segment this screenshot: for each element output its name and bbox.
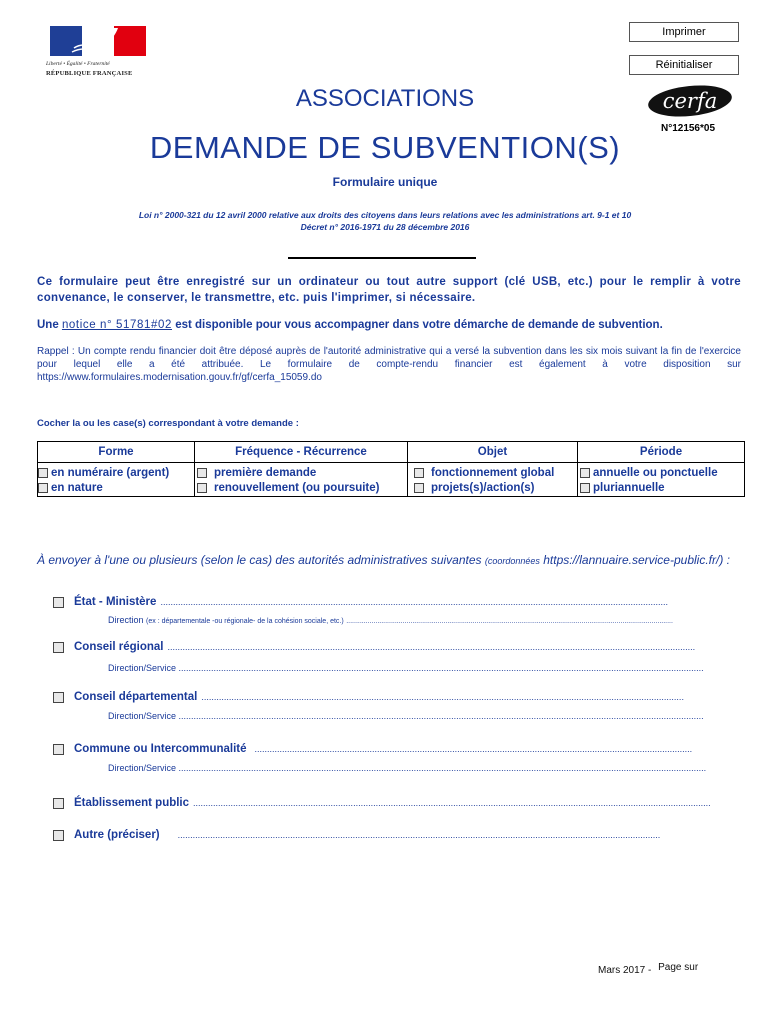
authority-label: Conseil départemental — [74, 691, 198, 703]
fill-line[interactable]: ................................................................................................................................................................................................. — [201, 692, 684, 702]
checkbox-autre[interactable] — [53, 830, 64, 841]
fill-line[interactable]: ................................................................................................................................................................................................................... — [178, 763, 707, 773]
cerfa-logo-text: cerfa — [662, 89, 718, 113]
sub-departement — [108, 711, 708, 721]
footer-date: Mars 2017 - — [598, 965, 652, 976]
authority-label: État - Ministère — [74, 596, 157, 608]
option-label: renouvellement (ou poursuite) — [214, 481, 380, 494]
fill-line[interactable]: .................................................................................................................................................................................................................. — [178, 663, 704, 673]
option-label: première demande — [214, 466, 317, 479]
header-forme: Forme — [38, 442, 195, 463]
checkbox-renouvellement[interactable] — [197, 483, 207, 493]
option-label: en numéraire (argent) — [51, 466, 170, 479]
cerfa-logo — [646, 84, 734, 118]
option-label: projets(s)/action(s) — [431, 481, 535, 494]
page-subtitle: Formulaire unique — [332, 175, 438, 189]
request-instruction: Cocher la ou les case(s) correspondant à votre demande : — [37, 418, 299, 429]
logo-motto: Liberté • Égalité • Fraternité — [46, 61, 110, 67]
rappel-paragraph: Rappel : Un compte rendu financier doit être déposé auprès de l'autorité administrative qui a versé la subvention dans les six mois suivant la fin de l'exercice pour lequel elle a été attribuée. Le formulaire de compte-rendu financier est également à votre disposition sur https://www.formulaires.modernisation.gouv.fr/gf/cerfa_15059.do — [37, 346, 741, 383]
option-nature — [38, 480, 194, 495]
send-main: À envoyer à l'une ou plusieurs (selon le cas) des autorités administratives suivantes — [37, 553, 482, 567]
authority-etat — [53, 596, 725, 608]
decree-reference: Décret n° 2016-1971 du 28 décembre 2016 — [300, 222, 470, 232]
notice-link[interactable]: notice n° 51781#02 — [61, 319, 172, 331]
option-renouvellement — [195, 480, 407, 495]
option-pluriannuelle — [578, 480, 744, 495]
law-reference: Loi n° 2000-321 du 12 avril 2000 relative aux droits des citoyens dans leurs relations avec les administrations art. 9-1 et 10 — [138, 210, 632, 220]
periode-cell — [578, 463, 745, 497]
page-footer — [598, 962, 699, 976]
republique-francaise-logo — [42, 24, 148, 84]
objet-cell — [408, 463, 578, 497]
print-button[interactable]: Imprimer — [629, 22, 739, 42]
authority-region — [53, 641, 725, 653]
checkbox-etablissement-public[interactable] — [53, 798, 64, 809]
fill-line[interactable]: ............................................................................................................................................................................................................... — [193, 798, 711, 808]
option-numeraire — [38, 465, 194, 480]
send-to-text — [37, 553, 737, 569]
annuaire-link[interactable]: https://lannuaire.service-public.fr/ — [543, 553, 720, 567]
fill-line[interactable]: ................................................................................................................................................................................................................... — [167, 642, 696, 652]
request-type-table — [37, 441, 745, 497]
fill-line[interactable]: ........................................................................................................................................................................ — [346, 618, 673, 625]
fill-line[interactable]: ................................................................................................................................................................................................. — [177, 830, 661, 840]
sub-note: (ex : départementale -ou régionale- de la cohésion sociale, etc.) — [146, 618, 344, 625]
option-label: pluriannuelle — [593, 481, 665, 494]
option-projets — [408, 480, 577, 495]
header-periode: Période — [578, 442, 745, 463]
sub-label: Direction/Service — [108, 711, 177, 721]
checkbox-nature[interactable] — [38, 483, 48, 493]
notice-line — [37, 319, 747, 331]
authority-label: Commune ou Intercommunalité — [74, 743, 247, 755]
authority-label: Établissement public — [74, 797, 190, 809]
fill-line[interactable]: ............................................................................................................................................................................... — [254, 744, 693, 754]
authority-etablissement — [53, 797, 725, 809]
checkbox-annuelle[interactable] — [580, 468, 590, 478]
category-heading: ASSOCIATIONS — [295, 85, 475, 112]
frequence-cell — [195, 463, 408, 497]
checkbox-conseil-regional[interactable] — [53, 642, 64, 653]
checkbox-projets[interactable] — [414, 483, 424, 493]
intro-paragraph: Ce formulaire peut être enregistré sur un ordinateur ou tout autre support (clé USB, etc.) pour le remplir à votre convenance, le conserver, le transmettre, etc. puis l'imprimer, si nécessaire. — [37, 276, 741, 304]
authority-autre — [53, 829, 725, 841]
forme-cell — [38, 463, 195, 497]
divider — [288, 257, 476, 259]
option-fonctionnement — [408, 465, 577, 480]
option-premiere — [195, 465, 407, 480]
logo-name: RÉPUBLIQUE FRANÇAISE — [46, 70, 133, 77]
fill-line[interactable]: ........................................................................................................................................................................................................... — [160, 597, 669, 607]
authority-departement — [53, 691, 725, 703]
checkbox-conseil-departemental[interactable] — [53, 692, 64, 703]
sub-region — [108, 663, 708, 673]
sub-label: Direction/Service — [108, 763, 177, 773]
reset-button[interactable]: Réinitialiser — [629, 55, 739, 75]
footer-page: Page sur — [658, 962, 699, 973]
sub-etat — [108, 615, 708, 625]
header-frequence: Fréquence - Récurrence — [195, 442, 408, 463]
fill-line[interactable]: .................................................................................................................................................................................................................. — [178, 711, 704, 721]
send-end: ) : — [719, 553, 731, 567]
authority-label: Conseil régional — [74, 641, 164, 653]
sub-label: Direction — [108, 615, 144, 625]
option-annuelle — [578, 465, 744, 480]
authority-label: Autre (préciser) — [74, 829, 160, 841]
page-title: DEMANDE DE SUBVENTION(S) — [149, 130, 621, 165]
sub-label: Direction/Service — [108, 663, 177, 673]
notice-prefix: Une — [37, 319, 59, 331]
sub-commune — [108, 763, 710, 773]
option-label: fonctionnement global — [431, 466, 555, 479]
authority-commune — [53, 743, 725, 755]
checkbox-pluriannuelle[interactable] — [580, 483, 590, 493]
option-label: en nature — [51, 481, 103, 494]
option-label: annuelle ou ponctuelle — [593, 466, 718, 479]
cerfa-number: N°12156*05 — [660, 123, 716, 134]
header-objet: Objet — [408, 442, 578, 463]
checkbox-commune[interactable] — [53, 744, 64, 755]
send-small: (coordonnées — [484, 556, 540, 566]
checkbox-fonctionnement[interactable] — [414, 468, 424, 478]
checkbox-etat[interactable] — [53, 597, 64, 608]
checkbox-premiere-demande[interactable] — [197, 468, 207, 478]
checkbox-numeraire[interactable] — [38, 468, 48, 478]
marianne-flag-icon — [50, 26, 146, 56]
notice-suffix: est disponible pour vous accompagner dans votre démarche de demande de subvention. — [175, 319, 663, 331]
